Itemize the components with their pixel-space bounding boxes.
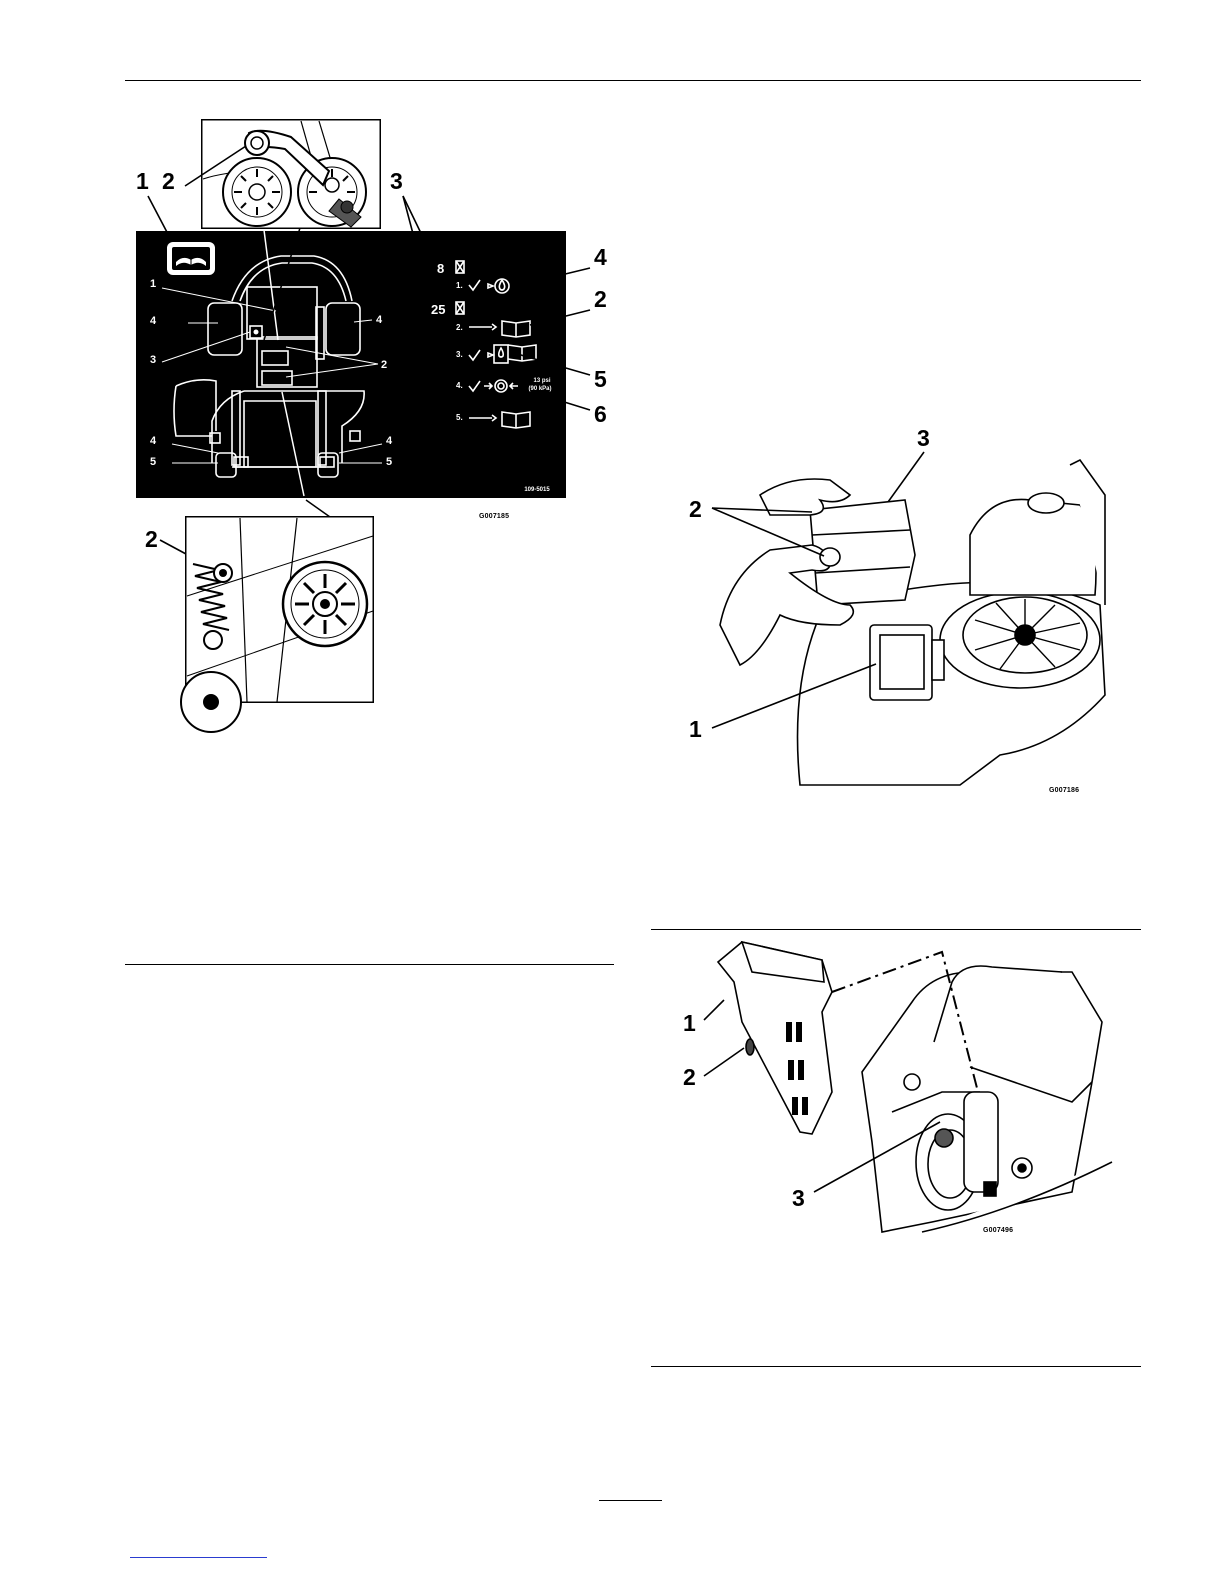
callout-2: 2 [162, 168, 175, 194]
decal-label-2-right: 2 [381, 359, 388, 371]
decal-label-4-lower-right: 4 [386, 435, 393, 447]
decal-label-4-lower-left: 4 [150, 435, 157, 447]
decal-label-3: 3 [150, 354, 157, 366]
callout-1-fig2: 1 [689, 716, 702, 742]
decal-step-4: 4. [456, 381, 463, 390]
callout-2-fig3: 2 [683, 1064, 696, 1090]
page-number-rule [599, 1500, 662, 1501]
decal-step-2: 2. [456, 323, 463, 332]
figure-3-code: G007496 [983, 1227, 1014, 1234]
callout-6: 6 [594, 401, 607, 427]
decal-step-1: 1. [456, 281, 463, 290]
figure-2-code: G007186 [1049, 787, 1080, 794]
decal-label-5-left: 5 [150, 456, 157, 468]
callout-2-fig2: 2 [689, 496, 702, 522]
decal-label-5-right: 5 [386, 456, 393, 468]
callout-3-fig2: 3 [917, 425, 930, 451]
decal-label-4-right: 4 [376, 314, 383, 326]
pressure-kpa: (90 kPa) [528, 386, 552, 392]
decal-label-1: 1 [150, 278, 157, 290]
footer-link-underline[interactable] [130, 1557, 267, 1558]
figure-code: G007185 [479, 513, 510, 520]
decal-step-3: 3. [456, 350, 463, 359]
section-rule-right-bottom [651, 1366, 1141, 1367]
callout-3-fig3: 3 [792, 1185, 805, 1211]
decal-part-number: 109-5015 [524, 487, 550, 493]
callout-4: 4 [594, 244, 607, 270]
pressure-psi: 13 psi [533, 378, 551, 384]
callout-2-bottom: 2 [145, 526, 158, 552]
decal-step-5: 5. [456, 413, 463, 422]
interval-25-hours: 25 [431, 302, 446, 317]
decal-label-4-left: 4 [150, 315, 157, 327]
interval-8-hours: 8 [437, 261, 445, 276]
callout-1: 1 [136, 168, 149, 194]
callout-3: 3 [390, 168, 403, 194]
callout-2-decal: 2 [594, 286, 607, 312]
callout-5: 5 [594, 366, 607, 392]
callout-1-fig3: 1 [683, 1010, 696, 1036]
